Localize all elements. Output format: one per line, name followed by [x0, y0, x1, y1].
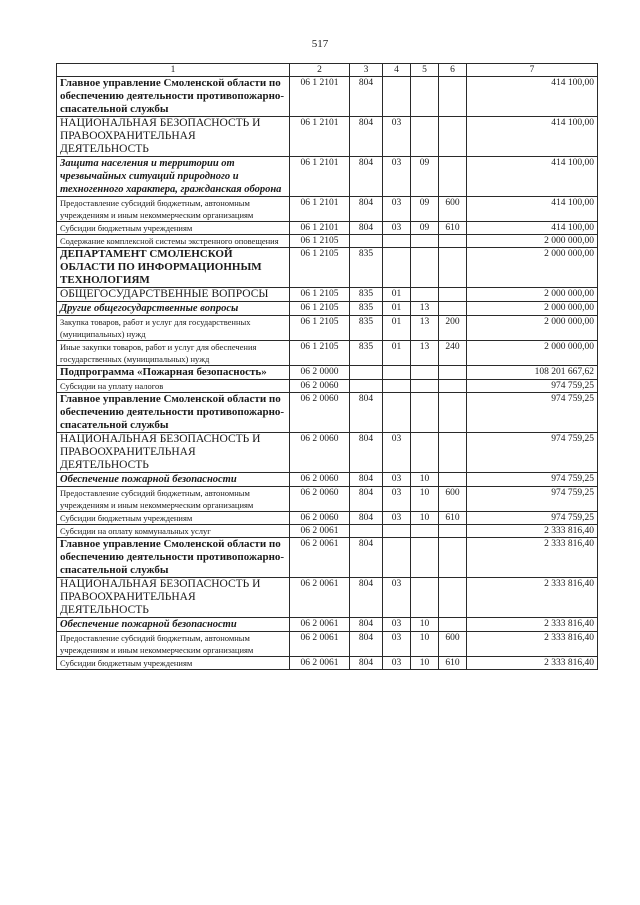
- row-gr-cell: [350, 366, 383, 380]
- row-name-cell: Главное управление Смоленской области по обеспечению деятельности противопожарно-спасательной службы: [57, 538, 290, 578]
- header-cell: 6: [439, 64, 467, 77]
- row-sum-cell: 974 759,25: [467, 473, 598, 487]
- row-gr-cell: [350, 380, 383, 393]
- row-code-cell: 06 1 2101: [290, 117, 350, 157]
- row-vr-cell: 610: [439, 222, 467, 235]
- header-cell: 5: [411, 64, 439, 77]
- row-sum-cell: 414 100,00: [467, 197, 598, 222]
- table-row: [57, 288, 598, 302]
- row-code-cell: 06 2 0061: [290, 538, 350, 578]
- row-name-cell: Подпрограмма «Пожарная безопасность»: [57, 366, 290, 380]
- row-sum-cell: 974 759,25: [467, 512, 598, 525]
- table-row: [57, 578, 598, 618]
- row-gr-cell: 804: [350, 578, 383, 618]
- row-gr-cell: 835: [350, 316, 383, 341]
- row-rz-cell: 03: [383, 197, 411, 222]
- row-pr-cell: [411, 288, 439, 302]
- row-name-cell: НАЦИОНАЛЬНАЯ БЕЗОПАСНОСТЬ И ПРАВООХРАНИТЕЛЬНАЯ ДЕЯТЕЛЬНОСТЬ: [57, 578, 290, 618]
- row-rz-cell: 01: [383, 341, 411, 366]
- row-pr-cell: 10: [411, 618, 439, 632]
- row-pr-cell: [411, 538, 439, 578]
- table-row: [57, 77, 598, 117]
- row-sum-cell: 2 333 816,40: [467, 618, 598, 632]
- row-pr-cell: 13: [411, 341, 439, 366]
- row-gr-cell: 804: [350, 197, 383, 222]
- table-row: [57, 197, 598, 222]
- header-cell: 3: [350, 64, 383, 77]
- row-sum-cell: 2 000 000,00: [467, 302, 598, 316]
- row-vr-cell: [439, 618, 467, 632]
- row-sum-cell: 2 000 000,00: [467, 235, 598, 248]
- row-name-cell: НАЦИОНАЛЬНАЯ БЕЗОПАСНОСТЬ И ПРАВООХРАНИТЕЛЬНАЯ ДЕЯТЕЛЬНОСТЬ: [57, 117, 290, 157]
- row-sum-cell: 974 759,25: [467, 487, 598, 512]
- row-pr-cell: [411, 77, 439, 117]
- row-code-cell: 06 2 0000: [290, 366, 350, 380]
- row-vr-cell: [439, 157, 467, 197]
- row-vr-cell: 200: [439, 316, 467, 341]
- row-vr-cell: 600: [439, 487, 467, 512]
- row-pr-cell: [411, 433, 439, 473]
- row-pr-cell: [411, 380, 439, 393]
- row-vr-cell: [439, 235, 467, 248]
- row-code-cell: 06 2 0060: [290, 433, 350, 473]
- table-row: [57, 473, 598, 487]
- row-rz-cell: 03: [383, 657, 411, 670]
- row-sum-cell: 974 759,25: [467, 380, 598, 393]
- row-pr-cell: [411, 366, 439, 380]
- row-code-cell: 06 2 0061: [290, 525, 350, 538]
- row-code-cell: 06 2 0060: [290, 393, 350, 433]
- row-vr-cell: [439, 302, 467, 316]
- row-rz-cell: 01: [383, 288, 411, 302]
- row-gr-cell: [350, 525, 383, 538]
- row-pr-cell: 13: [411, 302, 439, 316]
- row-name-cell: Субсидии бюджетным учреждениям: [57, 657, 290, 670]
- row-code-cell: 06 1 2105: [290, 341, 350, 366]
- row-code-cell: 06 2 0060: [290, 380, 350, 393]
- row-rz-cell: 03: [383, 487, 411, 512]
- row-rz-cell: [383, 77, 411, 117]
- row-sum-cell: 414 100,00: [467, 157, 598, 197]
- row-code-cell: 06 2 0061: [290, 578, 350, 618]
- row-code-cell: 06 2 0061: [290, 657, 350, 670]
- row-rz-cell: 03: [383, 618, 411, 632]
- table-row: [57, 157, 598, 197]
- row-code-cell: 06 2 0061: [290, 632, 350, 657]
- row-sum-cell: 2 333 816,40: [467, 657, 598, 670]
- row-rz-cell: 03: [383, 433, 411, 473]
- row-code-cell: 06 2 0060: [290, 512, 350, 525]
- row-gr-cell: 804: [350, 433, 383, 473]
- row-code-cell: 06 1 2105: [290, 235, 350, 248]
- table-row: [57, 248, 598, 288]
- row-rz-cell: 03: [383, 578, 411, 618]
- row-gr-cell: 804: [350, 538, 383, 578]
- row-gr-cell: 835: [350, 341, 383, 366]
- table-row: [57, 117, 598, 157]
- table-row: [57, 433, 598, 473]
- table-row: [57, 632, 598, 657]
- row-sum-cell: 2 333 816,40: [467, 578, 598, 618]
- row-name-cell: Обеспечение пожарной безопасности: [57, 473, 290, 487]
- row-pr-cell: [411, 393, 439, 433]
- row-pr-cell: 09: [411, 222, 439, 235]
- row-pr-cell: [411, 235, 439, 248]
- row-rz-cell: 01: [383, 302, 411, 316]
- row-rz-cell: 03: [383, 157, 411, 197]
- row-gr-cell: 804: [350, 473, 383, 487]
- row-vr-cell: [439, 248, 467, 288]
- row-sum-cell: 108 201 667,62: [467, 366, 598, 380]
- row-name-cell: Главное управление Смоленской области по обеспечению деятельности противопожарно-спасательной службы: [57, 393, 290, 433]
- table-row: [57, 380, 598, 393]
- row-code-cell: 06 2 0060: [290, 487, 350, 512]
- row-sum-cell: 2 333 816,40: [467, 538, 598, 578]
- row-name-cell: Субсидии бюджетным учреждениям: [57, 222, 290, 235]
- row-code-cell: 06 1 2101: [290, 222, 350, 235]
- row-code-cell: 06 1 2101: [290, 157, 350, 197]
- row-code-cell: 06 1 2101: [290, 197, 350, 222]
- row-gr-cell: [350, 235, 383, 248]
- row-code-cell: 06 1 2101: [290, 77, 350, 117]
- row-rz-cell: [383, 248, 411, 288]
- row-vr-cell: 600: [439, 197, 467, 222]
- row-sum-cell: 974 759,25: [467, 393, 598, 433]
- table-row: [57, 222, 598, 235]
- row-sum-cell: 974 759,25: [467, 433, 598, 473]
- row-pr-cell: 10: [411, 487, 439, 512]
- row-sum-cell: 2 333 816,40: [467, 525, 598, 538]
- row-rz-cell: [383, 366, 411, 380]
- row-rz-cell: 03: [383, 117, 411, 157]
- row-vr-cell: [439, 393, 467, 433]
- row-code-cell: 06 2 0061: [290, 618, 350, 632]
- row-vr-cell: [439, 473, 467, 487]
- row-code-cell: 06 1 2105: [290, 248, 350, 288]
- row-vr-cell: [439, 117, 467, 157]
- row-vr-cell: [439, 525, 467, 538]
- row-code-cell: 06 2 0060: [290, 473, 350, 487]
- row-name-cell: ДЕПАРТАМЕНТ СМОЛЕНСКОЙ ОБЛАСТИ ПО ИНФОРМАЦИОННЫМ ТЕХНОЛОГИЯМ: [57, 248, 290, 288]
- table-row: [57, 512, 598, 525]
- row-vr-cell: [439, 538, 467, 578]
- row-pr-cell: 10: [411, 473, 439, 487]
- row-sum-cell: 414 100,00: [467, 222, 598, 235]
- row-gr-cell: 804: [350, 222, 383, 235]
- row-name-cell: Главное управление Смоленской области по обеспечению деятельности противопожарно-спасательной службы: [57, 77, 290, 117]
- row-vr-cell: [439, 380, 467, 393]
- row-rz-cell: [383, 538, 411, 578]
- row-gr-cell: 804: [350, 157, 383, 197]
- row-vr-cell: 610: [439, 657, 467, 670]
- row-rz-cell: 03: [383, 512, 411, 525]
- row-rz-cell: [383, 380, 411, 393]
- row-rz-cell: [383, 525, 411, 538]
- row-name-cell: Обеспечение пожарной безопасности: [57, 618, 290, 632]
- table-row: [57, 316, 598, 341]
- table-row: [57, 302, 598, 316]
- row-name-cell: Субсидии бюджетным учреждениям: [57, 512, 290, 525]
- row-rz-cell: [383, 235, 411, 248]
- budget-table: [56, 63, 598, 670]
- row-gr-cell: 835: [350, 302, 383, 316]
- table-row: [57, 525, 598, 538]
- row-name-cell: Субсидии на уплату налогов: [57, 380, 290, 393]
- row-vr-cell: [439, 288, 467, 302]
- row-code-cell: 06 1 2105: [290, 316, 350, 341]
- row-sum-cell: 2 000 000,00: [467, 341, 598, 366]
- table-row: [57, 657, 598, 670]
- row-gr-cell: 804: [350, 117, 383, 157]
- row-name-cell: Защита населения и территории от чрезвычайных ситуаций природного и техногенного характера, гражданская оборона: [57, 157, 290, 197]
- row-vr-cell: [439, 77, 467, 117]
- row-rz-cell: 03: [383, 632, 411, 657]
- row-pr-cell: 09: [411, 157, 439, 197]
- row-pr-cell: 09: [411, 197, 439, 222]
- row-vr-cell: [439, 366, 467, 380]
- row-gr-cell: 804: [350, 512, 383, 525]
- row-name-cell: Предоставление субсидий бюджетным, автономным учреждениям и иным некоммерческим организациям: [57, 632, 290, 657]
- row-sum-cell: 2 000 000,00: [467, 288, 598, 302]
- row-pr-cell: 13: [411, 316, 439, 341]
- row-pr-cell: [411, 248, 439, 288]
- row-name-cell: ОБЩЕГОСУДАРСТВЕННЫЕ ВОПРОСЫ: [57, 288, 290, 302]
- row-gr-cell: 804: [350, 487, 383, 512]
- row-name-cell: Предоставление субсидий бюджетным, автономным учреждениям и иным некоммерческим организациям: [57, 197, 290, 222]
- row-vr-cell: [439, 578, 467, 618]
- row-rz-cell: 03: [383, 222, 411, 235]
- row-sum-cell: 414 100,00: [467, 117, 598, 157]
- row-pr-cell: 10: [411, 657, 439, 670]
- row-name-cell: Закупка товаров, работ и услуг для государственных (муниципальных) нужд: [57, 316, 290, 341]
- table-row: [57, 538, 598, 578]
- header-cell: 1: [57, 64, 290, 77]
- table-row: [57, 366, 598, 380]
- row-sum-cell: 414 100,00: [467, 77, 598, 117]
- row-gr-cell: 804: [350, 657, 383, 670]
- row-name-cell: НАЦИОНАЛЬНАЯ БЕЗОПАСНОСТЬ И ПРАВООХРАНИТЕЛЬНАЯ ДЕЯТЕЛЬНОСТЬ: [57, 433, 290, 473]
- row-gr-cell: 804: [350, 632, 383, 657]
- row-vr-cell: [439, 433, 467, 473]
- table-row: [57, 393, 598, 433]
- row-gr-cell: 804: [350, 77, 383, 117]
- header-cell: 7: [467, 64, 598, 77]
- row-vr-cell: 610: [439, 512, 467, 525]
- row-vr-cell: 600: [439, 632, 467, 657]
- row-sum-cell: 2 000 000,00: [467, 316, 598, 341]
- table-row: [57, 487, 598, 512]
- row-pr-cell: [411, 117, 439, 157]
- row-gr-cell: 804: [350, 618, 383, 632]
- header-cell: 4: [383, 64, 411, 77]
- row-sum-cell: 2 000 000,00: [467, 248, 598, 288]
- row-code-cell: 06 1 2105: [290, 302, 350, 316]
- row-name-cell: Предоставление субсидий бюджетным, автономным учреждениям и иным некоммерческим организациям: [57, 487, 290, 512]
- row-pr-cell: [411, 525, 439, 538]
- row-pr-cell: 10: [411, 632, 439, 657]
- row-vr-cell: 240: [439, 341, 467, 366]
- table-row: [57, 341, 598, 366]
- row-name-cell: Другие общегосударственные вопросы: [57, 302, 290, 316]
- row-sum-cell: 2 333 816,40: [467, 632, 598, 657]
- row-name-cell: Субсидии на оплату коммунальных услуг: [57, 525, 290, 538]
- row-rz-cell: 03: [383, 473, 411, 487]
- row-pr-cell: [411, 578, 439, 618]
- row-gr-cell: 835: [350, 248, 383, 288]
- row-rz-cell: [383, 393, 411, 433]
- table-row: [57, 618, 598, 632]
- row-rz-cell: 01: [383, 316, 411, 341]
- page-number: 517: [311, 38, 329, 50]
- row-gr-cell: 835: [350, 288, 383, 302]
- table-row: [57, 235, 598, 248]
- header-cell: 2: [290, 64, 350, 77]
- row-code-cell: 06 1 2105: [290, 288, 350, 302]
- row-pr-cell: 10: [411, 512, 439, 525]
- row-gr-cell: 804: [350, 393, 383, 433]
- row-name-cell: Иные закупки товаров, работ и услуг для обеспечения государственных (муниципальных) нужд: [57, 341, 290, 366]
- table-header-row: [57, 64, 598, 77]
- row-name-cell: Содержание комплексной системы экстренного оповещения: [57, 235, 290, 248]
